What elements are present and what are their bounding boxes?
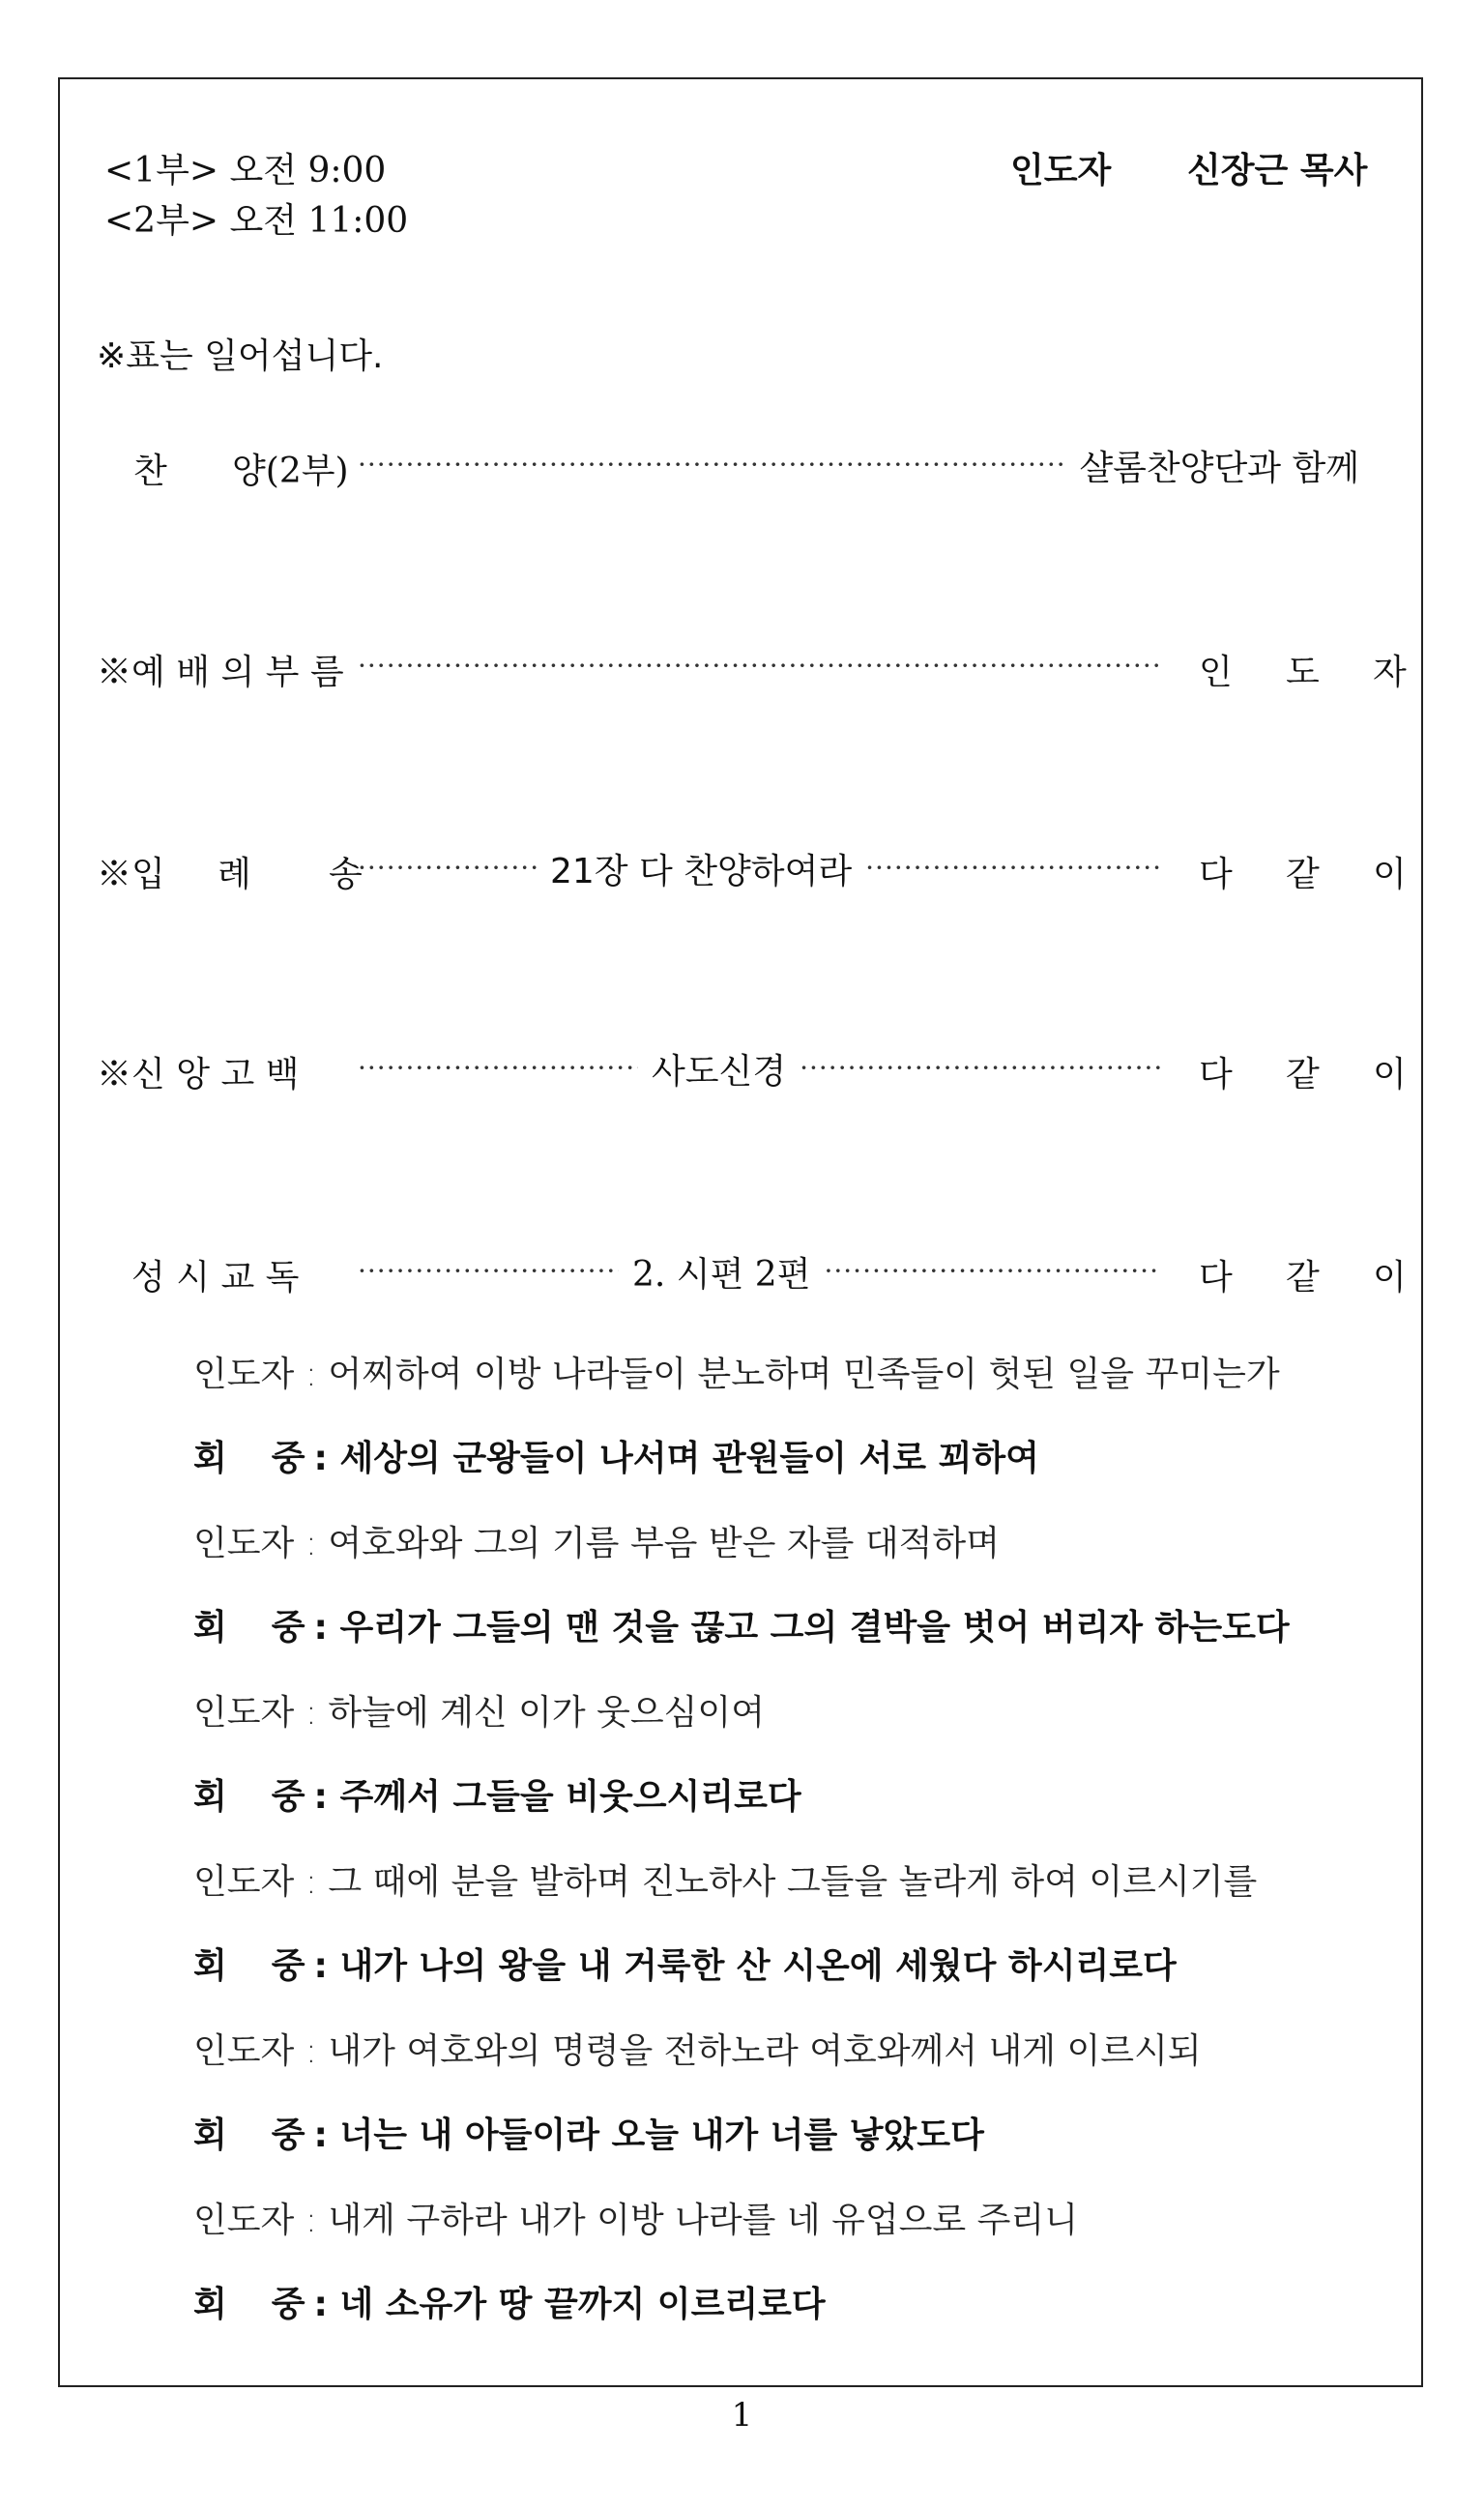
order-performer: 이 (1373, 1055, 1407, 1094)
reading-text: 하늘에 계신 이가 웃으심이여 (328, 1693, 765, 1733)
leader-name: 신장근 목사 (1187, 151, 1368, 190)
reading-speaker: 중 (271, 2115, 306, 2155)
order-detail: 21장 다 찬양하여라 (550, 851, 853, 891)
reading-separator: : (294, 2031, 329, 2071)
reading-speaker: 중 (271, 1439, 306, 1478)
order-performer: 도 (1286, 653, 1320, 692)
order-performer: 자 (1373, 653, 1407, 692)
reading-line-congregation (193, 2108, 984, 2157)
dot-leader (824, 1252, 1160, 1291)
reading-speaker: 인도자 (193, 1693, 295, 1733)
order-performer: 같 (1286, 1055, 1320, 1094)
order-label: 례 (218, 855, 251, 894)
page-number: 1 (731, 2396, 753, 2435)
reading-line-leader (193, 1347, 1280, 1396)
reading-separator: : (294, 1862, 329, 1902)
order-label: ※신 앙 고 백 (97, 1055, 300, 1094)
reading-separator: : (302, 1608, 340, 1648)
reading-speaker: 회 (193, 2285, 227, 2324)
order-label: 찬 (133, 452, 167, 491)
reading-speaker: 인도자 (193, 2031, 295, 2071)
dot-leader (865, 849, 1160, 888)
reading-text: 내가 나의 왕을 내 거룩한 산 시온에 세웠다 하시리로다 (339, 1946, 1177, 1986)
reading-line-congregation (193, 1769, 801, 1819)
reading-line-congregation (193, 1939, 1177, 1988)
order-item-opening-hymn (97, 844, 1407, 894)
reading-speaker: 회 (193, 1608, 227, 1648)
reading-speaker: 인도자 (193, 1524, 295, 1563)
reading-text: 그 때에 분을 발하며 진노하사 그들을 놀라게 하여 이르시기를 (328, 1862, 1258, 1902)
reading-text: 너는 내 아들이라 오늘 내가 너를 낳았도다 (339, 2115, 984, 2155)
order-performer: 같 (1286, 1258, 1320, 1298)
reading-separator: : (302, 2285, 340, 2324)
reading-speaker: 인도자 (193, 1355, 295, 1394)
reading-speaker: 중 (271, 1777, 306, 1817)
order-item-praise (97, 441, 1373, 489)
reading-speaker: 회 (193, 2115, 227, 2155)
reading-separator: : (294, 2201, 329, 2240)
reading-text: 내게 구하라 내가 이방 나라를 네 유업으로 주리니 (328, 2201, 1078, 2240)
standing-note: ※표는 일어섭니다. (97, 336, 384, 376)
reading-separator: : (294, 1693, 329, 1733)
order-label: 성 시 교 독 (131, 1258, 300, 1298)
order-label: 양(2부) (232, 452, 349, 491)
dot-leader (358, 1049, 638, 1088)
service-time-1: <1부> 오전 9:00 (104, 151, 387, 190)
reading-separator: : (294, 1355, 329, 1394)
reading-text: 내가 여호와의 명령을 전하노라 여호와께서 내게 이르시되 (328, 2031, 1202, 2071)
dot-leader (358, 446, 1065, 484)
reading-text: 어찌하여 이방 나라들이 분노하며 민족들이 헛된 일을 꾸미는가 (328, 1355, 1280, 1394)
order-performer: 같 (1286, 855, 1320, 894)
reading-speaker: 회 (193, 1439, 227, 1478)
dot-leader (358, 647, 1160, 686)
reading-line-leader (193, 2193, 1078, 2242)
reading-separator: : (294, 1524, 329, 1563)
order-performer: 다 (1199, 1258, 1233, 1298)
reading-line-leader (193, 1854, 1257, 1904)
reading-line-leader (193, 1685, 765, 1735)
dot-leader (358, 1252, 619, 1291)
reading-separator: : (302, 1946, 340, 1986)
reading-line-congregation (193, 1600, 1290, 1649)
order-performer: 다 (1199, 855, 1233, 894)
order-performer: 샬롬찬양단과 함께 (1079, 448, 1359, 488)
reading-text: 세상의 군왕들이 나서며 관원들이 서로 꾀하여 (339, 1439, 1039, 1478)
reading-speaker: 인도자 (193, 1862, 295, 1902)
order-label: ※입 (97, 855, 165, 894)
order-label: ※예 배 의 부 름 (97, 653, 344, 692)
leader-label: 인도자 (1010, 151, 1112, 190)
order-detail: 2. 시편 2편 (632, 1254, 811, 1295)
order-detail: 사도신경 (652, 1051, 787, 1092)
reading-separator: : (302, 2115, 340, 2155)
order-performer: 이 (1373, 855, 1407, 894)
reading-text: 우리가 그들의 맨 것을 끊고 그의 결박을 벗어 버리자 하는도다 (339, 1608, 1290, 1648)
dot-leader (358, 849, 537, 888)
reading-line-leader (193, 1516, 1000, 1565)
reading-separator: : (302, 1777, 340, 1817)
reading-speaker: 회 (193, 1777, 227, 1817)
dot-leader (800, 1049, 1160, 1088)
service-time-2: <2부> 오전 11:00 (104, 201, 409, 241)
order-label: 송 (329, 855, 363, 894)
reading-text: 네 소유가 땅 끝까지 이르리로다 (339, 2285, 826, 2324)
reading-speaker: 인도자 (193, 2201, 295, 2240)
reading-line-leader (193, 2024, 1202, 2073)
reading-text: 주께서 그들을 비웃으시리로다 (339, 1777, 801, 1817)
reading-separator: : (302, 1439, 340, 1478)
order-performer: 인 (1199, 653, 1233, 692)
reading-text: 여호와와 그의 기름 부음 받은 자를 대적하며 (328, 1524, 1000, 1563)
reading-line-congregation (193, 2277, 826, 2326)
reading-line-congregation (193, 1431, 1039, 1480)
order-performer: 이 (1373, 1258, 1407, 1298)
reading-speaker: 중 (271, 2285, 306, 2324)
reading-speaker: 회 (193, 1946, 227, 1986)
order-item-creed (97, 1044, 1407, 1094)
order-performer: 다 (1199, 1055, 1233, 1094)
order-item-responsive-reading (97, 1247, 1407, 1298)
reading-speaker: 중 (271, 1946, 306, 1986)
order-item-call-to-worship (97, 642, 1407, 692)
reading-speaker: 중 (271, 1608, 306, 1648)
